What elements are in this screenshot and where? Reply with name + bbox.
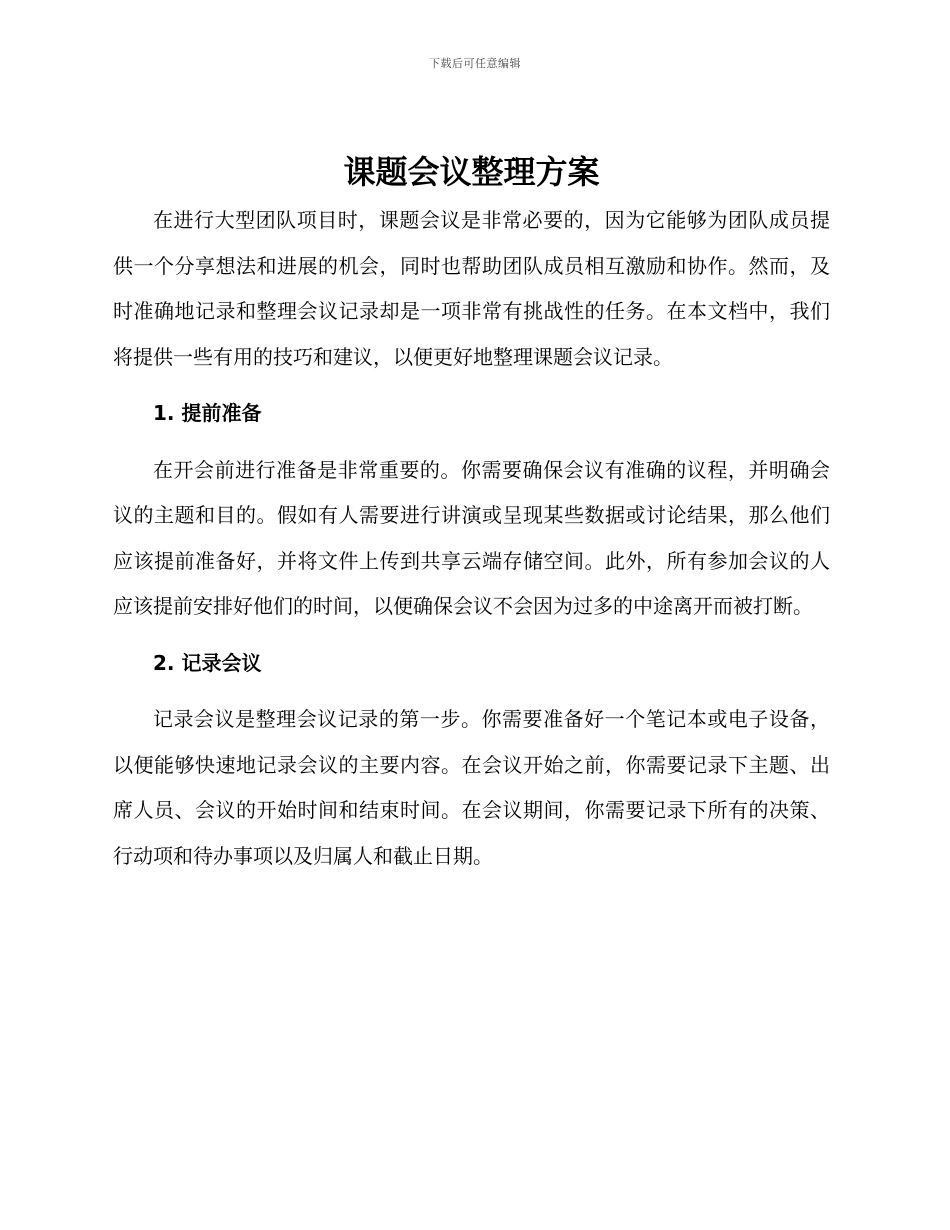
section-body-record: 记录会议是整理会议记录的第一步。你需要准备好一个笔记本或电子设备，以便能够快速地记录会议的主要内容。在会议开始之前，你需要记录下主题、出席人员、会议的开始时间和结束时间。在会议期间，你需要记录下所有的决策、行动项和待办事项以及归属人和截止日期。 <box>113 707 830 868</box>
header-note: 下载后可任意编辑 <box>429 57 521 70</box>
document-title: 课题会议整理方案 <box>343 153 600 191</box>
document-body <box>113 150 830 879</box>
intro-paragraph: 在进行大型团队项目时，课题会议是非常必要的，因为它能够为团队成员提供一个分享想法和进展的机会，同时也帮助团队成员相互激励和协作。然而，及时准确地记录和整理会议记录却是一项非常有挑战性的任务。在本文档中，我们将提供一些有用的技巧和建议，以便更好地整理课题会议记录。 <box>113 208 830 369</box>
section-body-prepare: 在开会前进行准备是非常重要的。你需要确保会议有准确的议程，并明确会议的主题和目的。假如有人需要进行讲演或呈现某些数据或讨论结果，那么他们应该提前准备好，并将文件上传到共享云端存储空间。此外，所有参加会议的人应该提前安排好他们的时间，以便确保会议不会因为过多的中途离开而被打断。 <box>113 457 830 618</box>
section-heading-prepare: 1. 提前准备 <box>153 401 262 425</box>
section-heading-record: 2. 记录会议 <box>153 650 262 675</box>
